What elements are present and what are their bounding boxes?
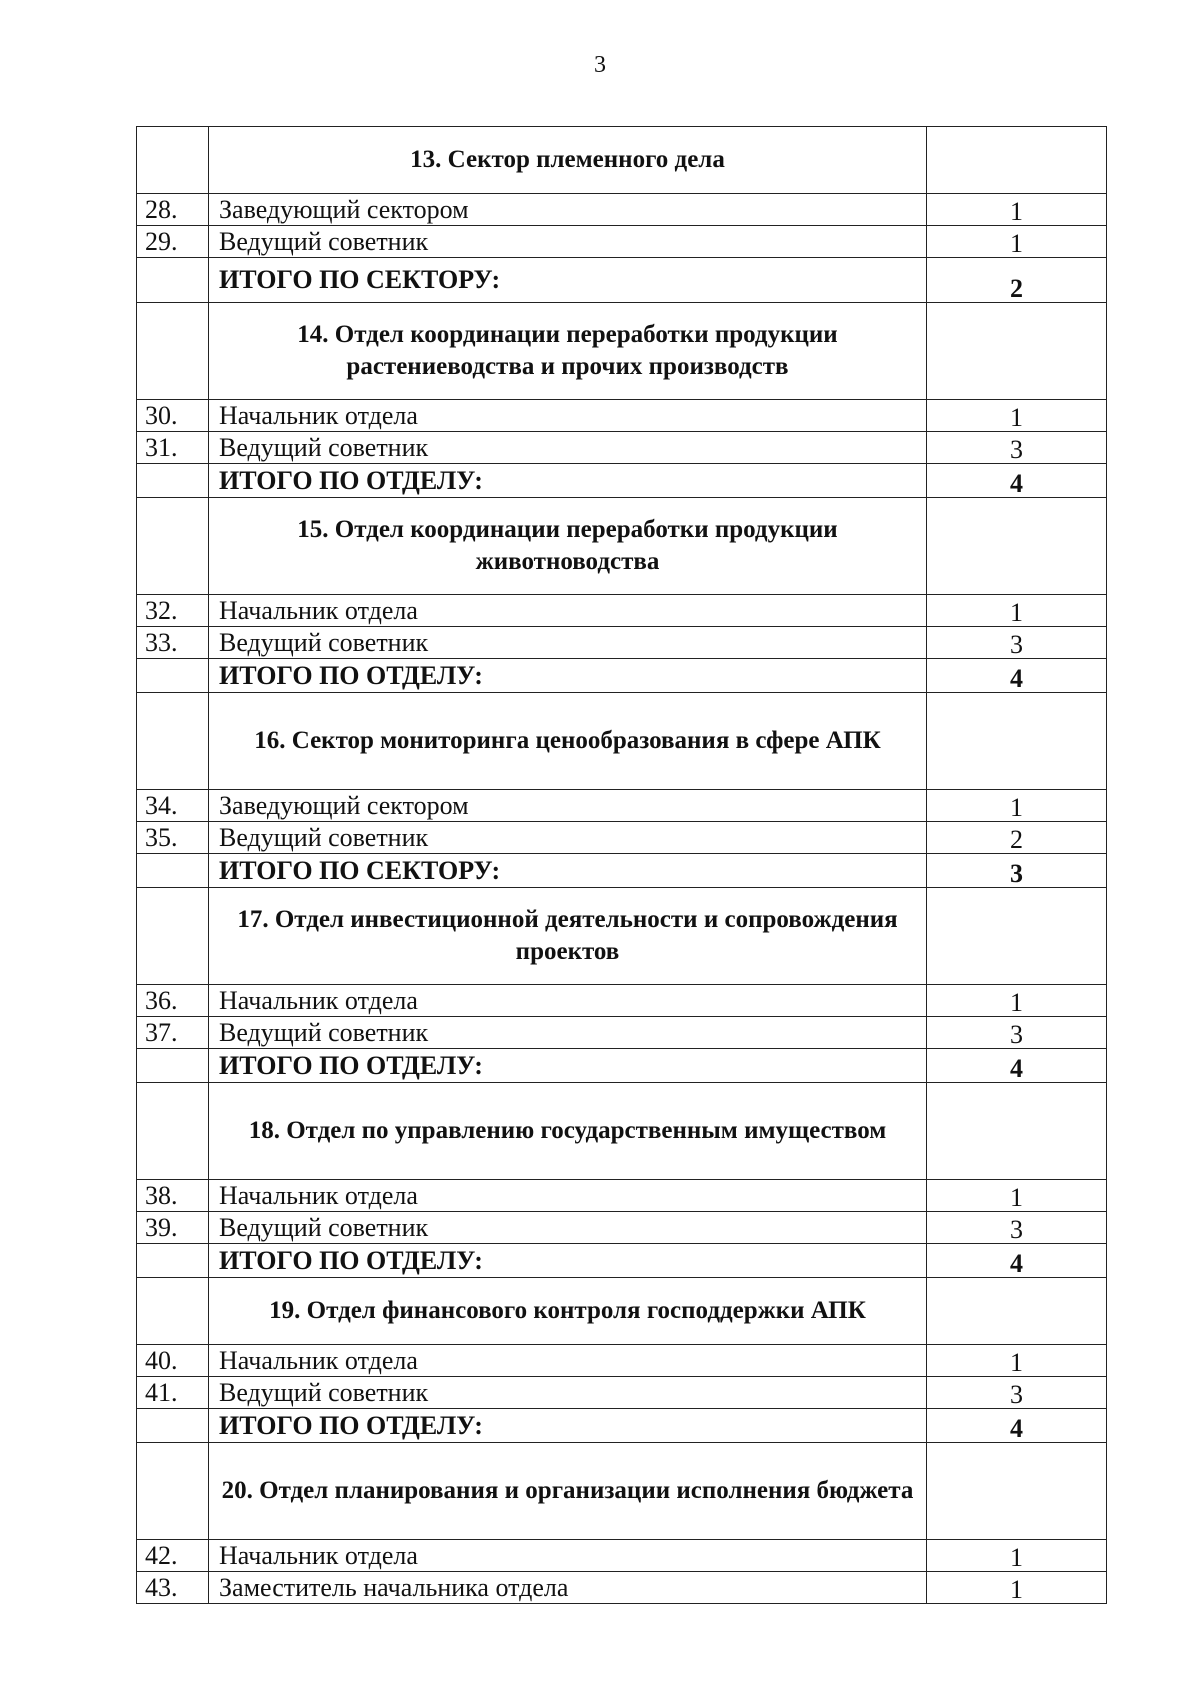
section-title: 15. Отдел координации переработки продукции животноводства [209, 498, 927, 595]
row-number: 42. [137, 1540, 209, 1572]
total-value: 3 [927, 854, 1107, 888]
position-count: 1 [927, 194, 1107, 226]
position-count: 3 [927, 1017, 1107, 1049]
position-count: 3 [927, 1212, 1107, 1244]
section-header-row [137, 1278, 1107, 1345]
staffing-table [136, 126, 1107, 1604]
total-row [137, 258, 1107, 303]
position-count: 1 [927, 1345, 1107, 1377]
position-name: Начальник отдела [209, 985, 927, 1017]
section-header-row [137, 1083, 1107, 1180]
section-header-row [137, 1443, 1107, 1540]
total-row [137, 1244, 1107, 1278]
num-cell-empty [137, 693, 209, 790]
total-value: 2 [927, 258, 1107, 303]
table-row [137, 1377, 1107, 1409]
position-name: Начальник отдела [209, 400, 927, 432]
section-title: 17. Отдел инвестиционной деятельности и сопровождения проектов [209, 888, 927, 985]
total-value: 4 [927, 1244, 1107, 1278]
position-count: 1 [927, 595, 1107, 627]
position-count: 2 [927, 822, 1107, 854]
total-value: 4 [927, 1409, 1107, 1443]
table-row [137, 985, 1107, 1017]
count-cell-empty [927, 693, 1107, 790]
count-cell-empty [927, 303, 1107, 400]
row-number: 35. [137, 822, 209, 854]
total-value: 4 [927, 1049, 1107, 1083]
position-name: Ведущий советник [209, 1212, 927, 1244]
total-row [137, 854, 1107, 888]
table-row [137, 432, 1107, 464]
row-number: 43. [137, 1572, 209, 1604]
table-row [137, 822, 1107, 854]
table-row [137, 226, 1107, 258]
num-cell-empty [137, 303, 209, 400]
position-name: Заместитель начальника отдела [209, 1572, 927, 1604]
num-cell-empty [137, 1083, 209, 1180]
num-cell-empty [137, 854, 209, 888]
section-title: 19. Отдел финансового контроля господдержки АПК [209, 1278, 927, 1345]
row-number: 37. [137, 1017, 209, 1049]
section-title: 13. Сектор племенного дела [209, 127, 927, 194]
position-name: Заведующий сектором [209, 790, 927, 822]
count-cell-empty [927, 498, 1107, 595]
row-number: 39. [137, 1212, 209, 1244]
num-cell-empty [137, 498, 209, 595]
total-row [137, 659, 1107, 693]
total-label: ИТОГО ПО ОТДЕЛУ: [209, 464, 927, 498]
section-title: 14. Отдел координации переработки продукции растениеводства и прочих производств [209, 303, 927, 400]
total-row [137, 1049, 1107, 1083]
page-number: 3 [594, 52, 606, 78]
section-title: 16. Сектор мониторинга ценообразования в сфере АПК [209, 693, 927, 790]
row-number: 40. [137, 1345, 209, 1377]
table-row [137, 1212, 1107, 1244]
position-count: 1 [927, 985, 1107, 1017]
num-cell-empty [137, 1049, 209, 1083]
position-count: 1 [927, 1540, 1107, 1572]
table-row [137, 1345, 1107, 1377]
table-row [137, 595, 1107, 627]
row-number: 33. [137, 627, 209, 659]
section-title: 18. Отдел по управлению государственным имуществом [209, 1083, 927, 1180]
position-count: 3 [927, 1377, 1107, 1409]
total-label: ИТОГО ПО ОТДЕЛУ: [209, 1409, 927, 1443]
section-header-row [137, 303, 1107, 400]
row-number: 28. [137, 194, 209, 226]
position-name: Ведущий советник [209, 627, 927, 659]
position-name: Начальник отдела [209, 595, 927, 627]
num-cell-empty [137, 1409, 209, 1443]
total-label: ИТОГО ПО ОТДЕЛУ: [209, 1244, 927, 1278]
count-cell-empty [927, 1278, 1107, 1345]
row-number: 31. [137, 432, 209, 464]
total-label: ИТОГО ПО ОТДЕЛУ: [209, 659, 927, 693]
row-number: 34. [137, 790, 209, 822]
section-header-row [137, 127, 1107, 194]
section-header-row [137, 498, 1107, 595]
row-number: 29. [137, 226, 209, 258]
section-header-row [137, 693, 1107, 790]
position-count: 1 [927, 790, 1107, 822]
position-name: Ведущий советник [209, 432, 927, 464]
position-name: Заведующий сектором [209, 194, 927, 226]
position-count: 1 [927, 1180, 1107, 1212]
position-count: 3 [927, 627, 1107, 659]
row-number: 30. [137, 400, 209, 432]
num-cell-empty [137, 464, 209, 498]
section-header-row [137, 888, 1107, 985]
table-row [137, 790, 1107, 822]
position-name: Начальник отдела [209, 1540, 927, 1572]
row-number: 38. [137, 1180, 209, 1212]
num-cell-empty [137, 258, 209, 303]
section-title: 20. Отдел планирования и организации исполнения бюджета [209, 1443, 927, 1540]
position-name: Ведущий советник [209, 1017, 927, 1049]
total-label: ИТОГО ПО СЕКТОРУ: [209, 854, 927, 888]
row-number: 41. [137, 1377, 209, 1409]
total-value: 4 [927, 464, 1107, 498]
position-count: 1 [927, 400, 1107, 432]
num-cell-empty [137, 127, 209, 194]
total-label: ИТОГО ПО СЕКТОРУ: [209, 258, 927, 303]
count-cell-empty [927, 888, 1107, 985]
position-count: 3 [927, 432, 1107, 464]
table-row [137, 1017, 1107, 1049]
table-row [137, 1572, 1107, 1604]
total-value: 4 [927, 659, 1107, 693]
total-row [137, 464, 1107, 498]
table-row [137, 1540, 1107, 1572]
row-number: 32. [137, 595, 209, 627]
num-cell-empty [137, 1244, 209, 1278]
position-name: Начальник отдела [209, 1180, 927, 1212]
total-label: ИТОГО ПО ОТДЕЛУ: [209, 1049, 927, 1083]
table-row [137, 400, 1107, 432]
count-cell-empty [927, 1443, 1107, 1540]
table-row [137, 194, 1107, 226]
position-name: Начальник отдела [209, 1345, 927, 1377]
num-cell-empty [137, 659, 209, 693]
num-cell-empty [137, 1443, 209, 1540]
table-row [137, 627, 1107, 659]
num-cell-empty [137, 1278, 209, 1345]
position-count: 1 [927, 1572, 1107, 1604]
table-row [137, 1180, 1107, 1212]
position-count: 1 [927, 226, 1107, 258]
position-name: Ведущий советник [209, 226, 927, 258]
position-name: Ведущий советник [209, 822, 927, 854]
total-row [137, 1409, 1107, 1443]
count-cell-empty [927, 127, 1107, 194]
row-number: 36. [137, 985, 209, 1017]
position-name: Ведущий советник [209, 1377, 927, 1409]
count-cell-empty [927, 1083, 1107, 1180]
num-cell-empty [137, 888, 209, 985]
